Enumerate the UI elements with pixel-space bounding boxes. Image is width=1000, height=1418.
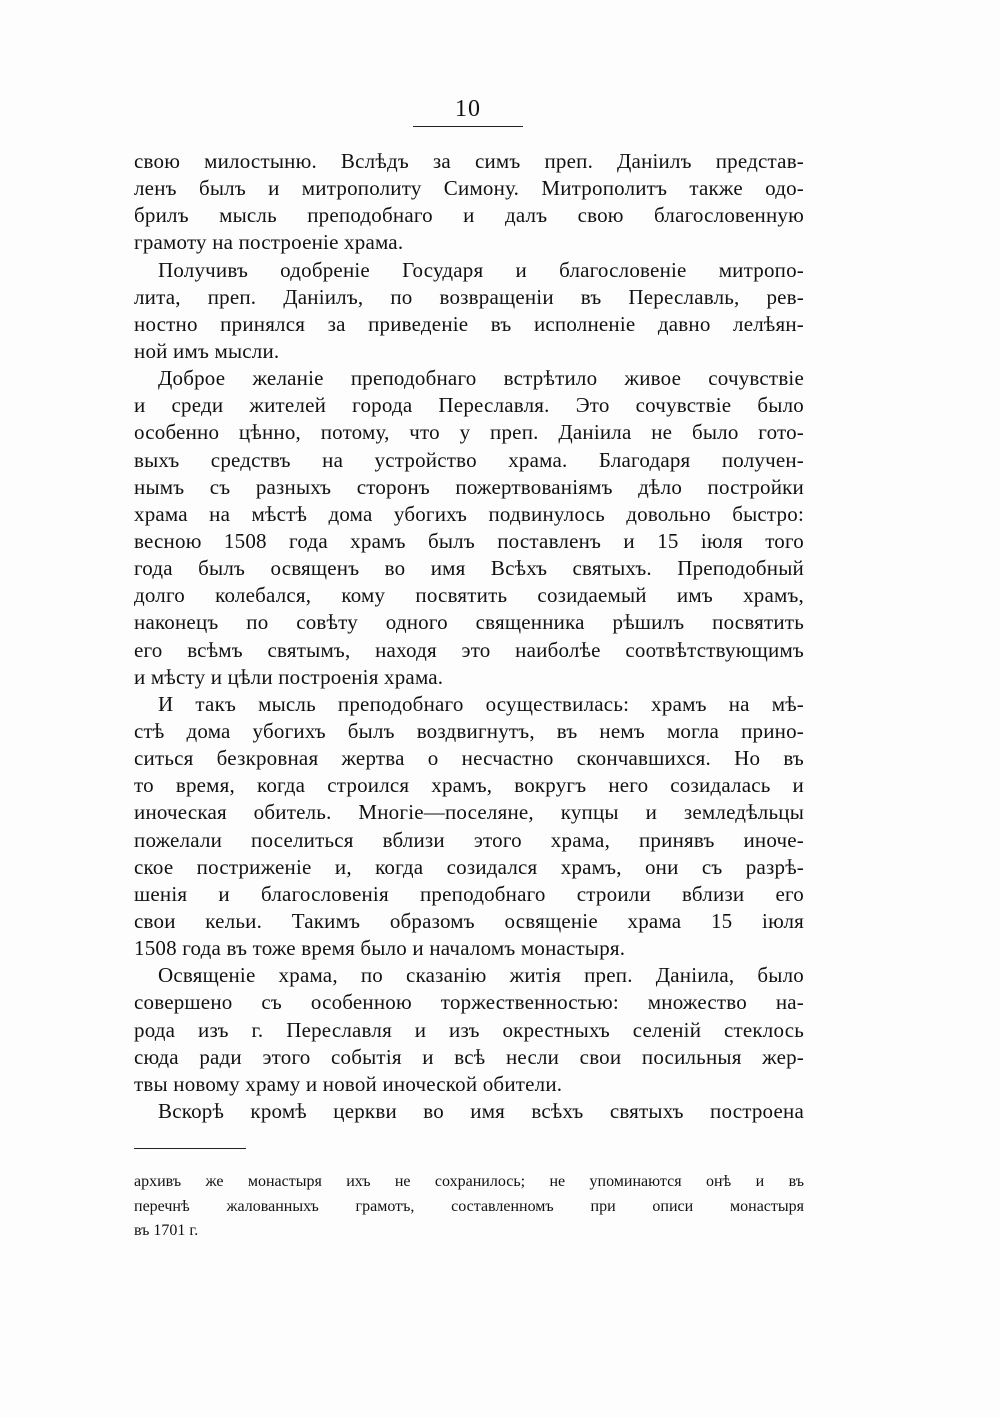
text-line: выхъ средствъ на устройство храма. Благодаря получен-: [134, 447, 804, 472]
text-line: И такъ мысль преподобнаго осуществилась: храмъ на мѣ-: [158, 691, 804, 716]
text-line: то время, когда строился храмъ, вокругъ него созидалась и: [134, 773, 804, 798]
text-line: ленъ былъ и митрополиту Симону. Митрополитъ также одо-: [134, 176, 804, 201]
text-line: и мѣсту и цѣли построенія храма.: [134, 664, 444, 689]
text-line: твы новому храму и новой иноческой обители.: [134, 1071, 563, 1096]
text-line: Получивъ одобреніе Государя и благословеніе митропо-: [158, 257, 804, 282]
main-text: [134, 148, 804, 1125]
footnote-line: перечнѣ жалованныхъ грамотъ, составленномъ при описи монастыря: [134, 1197, 804, 1215]
page-number: 10: [455, 96, 481, 122]
paragraph: [134, 1098, 804, 1125]
text-line: сюда ради этого событія и всѣ несли свои посильныя жер-: [134, 1044, 804, 1069]
paragraph: [134, 257, 804, 366]
text-line: лита, преп. Даніилъ, по возвращеніи въ Переславль, рев-: [134, 284, 804, 309]
text-line: иноческая обитель. Многіе—поселяне, купцы и земледѣльцы: [134, 800, 804, 825]
text-line: ностно принялся за приведеніе въ исполненіе давно лелѣян-: [134, 311, 804, 336]
text-line: свою милостыню. Вслѣдъ за симъ преп. Даніилъ представ-: [134, 149, 804, 173]
text-line: долго колебался, кому посвятить созидаемый имъ храмъ,: [134, 583, 804, 608]
text-line: Освященіе храма, по сказанію житія преп. Даніила, было: [158, 963, 804, 988]
text-line: и среди жителей города Переславля. Это сочувствіе было: [134, 393, 804, 418]
text-line: ной имъ мысли.: [134, 338, 280, 363]
paragraph: [134, 691, 804, 962]
footnote-separator: [134, 1148, 246, 1149]
text-line: его всѣмъ святымъ, находя это наиболѣе соотвѣтствующимъ: [134, 637, 804, 662]
text-line: пожелали поселиться вблизи этого храма, принявъ иноче-: [134, 827, 804, 852]
paragraph: [134, 148, 804, 257]
text-line: грамоту на построеніе храма.: [134, 230, 404, 255]
paragraph: [134, 365, 804, 691]
text-line: Вскорѣ кромѣ церкви во имя всѣхъ святыхъ построена: [158, 1098, 804, 1123]
text-line: рода изъ г. Переславля и изъ окрестныхъ селеній стеклось: [134, 1017, 804, 1042]
text-line: храма на мѣстѣ дома убогихъ подвинулось довольно быстро:: [134, 501, 804, 526]
page-number-rule: [413, 126, 523, 127]
text-line: совершено съ особенною торжественностью: множество на-: [134, 990, 804, 1015]
text-line: брилъ мысль преподобнаго и далъ свою благословенную: [134, 203, 804, 228]
footnote-line: въ 1701 г.: [134, 1222, 199, 1239]
text-line: стѣ дома убогихъ былъ воздвигнутъ, въ немъ могла прино-: [134, 718, 804, 743]
text-line: 1508 года въ тоже время было и началомъ монастыря.: [134, 936, 626, 961]
text-line: весною 1508 года храмъ былъ поставленъ и 15 іюля того: [134, 528, 804, 553]
footnote-line: архивъ же монастыря ихъ не сохранилось; не упоминаются онѣ и въ: [134, 1173, 804, 1190]
text-line: нымъ съ разныхъ сторонъ пожертвованіямъ дѣло постройки: [134, 474, 804, 499]
text-line: особенно цѣнно, потому, что у преп. Даніила не было гото-: [134, 420, 804, 445]
text-line: ское постриженіе и, когда созидался храмъ, они съ разрѣ-: [134, 854, 804, 879]
paragraph: [134, 962, 804, 1098]
text-line: наконецъ по совѣту одного священника рѣшилъ посвятить: [134, 610, 804, 635]
text-line: года былъ освященъ во имя Всѣхъ святыхъ. Преподобный: [134, 556, 804, 581]
text-line: свои кельи. Такимъ образомъ освященіе храма 15 іюля: [134, 908, 804, 933]
text-line: ситься безкровная жертва о несчастно скончавшихся. Но въ: [134, 746, 804, 771]
footnote: [134, 1170, 804, 1244]
text-line: Доброе желаніе преподобнаго встрѣтило живое сочувствіе: [158, 366, 804, 391]
text-line: шенія и благословенія преподобнаго строили вблизи его: [134, 881, 804, 906]
